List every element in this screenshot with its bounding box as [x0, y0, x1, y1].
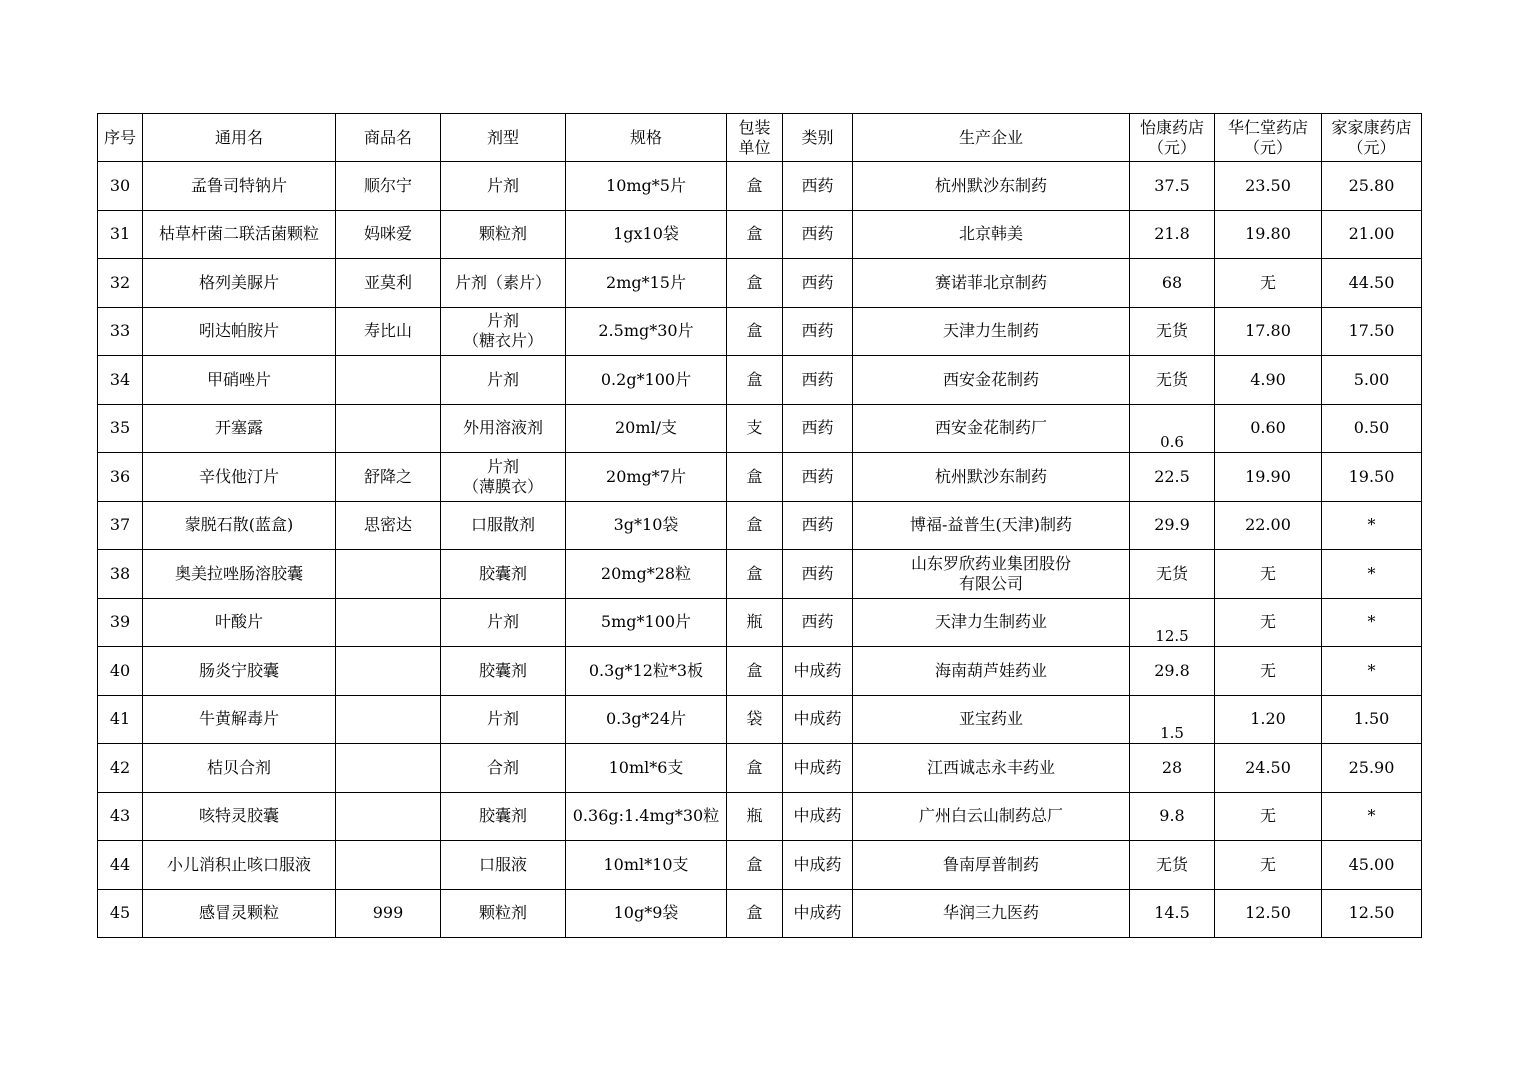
cell-pack-unit: 瓶: [727, 792, 783, 841]
cell-dosage-form: 胶囊剂: [441, 647, 566, 696]
cell-price-store3: 44.50: [1322, 259, 1422, 308]
header-pack-unit-line1: 包装: [738, 117, 771, 137]
cell-manufacturer: [853, 550, 1130, 599]
table-row: [98, 453, 1422, 502]
table-row: [98, 259, 1422, 308]
cell-price-store2: 19.80: [1215, 210, 1322, 259]
cell-price-store3: 0.50: [1322, 404, 1422, 453]
cell-price-store2: 无: [1215, 792, 1322, 841]
header-store1: [1130, 114, 1215, 162]
cell-dosage-form-line1: 片剂: [486, 311, 519, 331]
cell-category: 西药: [783, 598, 853, 647]
cell-generic-name: 甲硝唑片: [143, 356, 336, 405]
cell-spec: 10ml*6支: [566, 744, 727, 793]
cell-dosage-form: [441, 307, 566, 356]
cell-pack-unit: 盒: [727, 356, 783, 405]
cell-price-store2: 无: [1215, 550, 1322, 599]
cell-spec: 5mg*100片: [566, 598, 727, 647]
cell-price-store1: 无货: [1130, 356, 1215, 405]
cell-dosage-form: 胶囊剂: [441, 792, 566, 841]
cell-price-store2: 23.50: [1215, 162, 1322, 211]
header-store2-unit: （元）: [1243, 137, 1292, 157]
cell-price-store2: 无: [1215, 259, 1322, 308]
cell-price-store2: 24.50: [1215, 744, 1322, 793]
cell-price-store3: *: [1322, 598, 1422, 647]
table-row: [98, 647, 1422, 696]
cell-price-store2: 22.00: [1215, 501, 1322, 550]
cell-price-store1: 无货: [1130, 307, 1215, 356]
cell-price-store1: 无货: [1130, 841, 1215, 890]
cell-price-store1: 21.8: [1130, 210, 1215, 259]
header-pack-unit: [727, 114, 783, 162]
cell-generic-name: 小儿消积止咳口服液: [143, 841, 336, 890]
drug-price-table: [97, 113, 1422, 938]
table-row: [98, 307, 1422, 356]
cell-seq: 43: [98, 792, 143, 841]
cell-pack-unit: 支: [727, 404, 783, 453]
cell-category: 西药: [783, 404, 853, 453]
cell-manufacturer: 赛诺菲北京制药: [853, 259, 1130, 308]
table-row: [98, 501, 1422, 550]
cell-price-store3: *: [1322, 550, 1422, 599]
cell-brand-name: [336, 598, 441, 647]
cell-manufacturer: 天津力生制药业: [853, 598, 1130, 647]
cell-dosage-form: 胶囊剂: [441, 550, 566, 599]
cell-dosage-form-line2: （糖衣片）: [462, 331, 543, 351]
cell-brand-name: 思密达: [336, 501, 441, 550]
cell-price-store3: 17.50: [1322, 307, 1422, 356]
cell-brand-name: [336, 647, 441, 696]
cell-spec: 20ml/支: [566, 404, 727, 453]
header-generic-name: 通用名: [143, 114, 336, 162]
cell-seq: 38: [98, 550, 143, 599]
cell-price-store1: 12.5: [1130, 598, 1215, 647]
cell-brand-name: [336, 841, 441, 890]
header-pack-unit-line2: 单位: [738, 137, 771, 157]
cell-spec: 20mg*7片: [566, 453, 727, 502]
cell-category: 中成药: [783, 841, 853, 890]
cell-brand-name: [336, 404, 441, 453]
cell-generic-name: 开塞露: [143, 404, 336, 453]
cell-seq: 39: [98, 598, 143, 647]
cell-dosage-form-line1: 片剂: [486, 456, 519, 476]
cell-manufacturer: 江西诚志永丰药业: [853, 744, 1130, 793]
cell-pack-unit: 盒: [727, 307, 783, 356]
cell-seq: 45: [98, 889, 143, 938]
cell-dosage-form: 片剂: [441, 356, 566, 405]
cell-seq: 40: [98, 647, 143, 696]
cell-seq: 33: [98, 307, 143, 356]
cell-category: 西药: [783, 210, 853, 259]
cell-manufacturer: 亚宝药业: [853, 695, 1130, 744]
cell-price-store3: 12.50: [1322, 889, 1422, 938]
cell-price-store2: 17.80: [1215, 307, 1322, 356]
cell-brand-name: 寿比山: [336, 307, 441, 356]
cell-generic-name: 辛伐他汀片: [143, 453, 336, 502]
cell-seq: 32: [98, 259, 143, 308]
cell-price-store3: 25.80: [1322, 162, 1422, 211]
cell-category: 西药: [783, 259, 853, 308]
table-body: [98, 162, 1422, 938]
cell-dosage-form: 口服液: [441, 841, 566, 890]
cell-seq: 30: [98, 162, 143, 211]
cell-price-store3: *: [1322, 647, 1422, 696]
table-row: [98, 695, 1422, 744]
cell-generic-name: 奥美拉唑肠溶胶囊: [143, 550, 336, 599]
cell-spec: 0.36g:1.4mg*30粒: [566, 792, 727, 841]
cell-category: 西药: [783, 550, 853, 599]
cell-price-store3: *: [1322, 501, 1422, 550]
cell-price-store2: 无: [1215, 841, 1322, 890]
header-brand-name: 商品名: [336, 114, 441, 162]
cell-generic-name: 吲达帕胺片: [143, 307, 336, 356]
cell-brand-name: [336, 356, 441, 405]
cell-price-store2: 19.90: [1215, 453, 1322, 502]
cell-pack-unit: 盒: [727, 501, 783, 550]
cell-price-store3: 25.90: [1322, 744, 1422, 793]
cell-pack-unit: 盒: [727, 453, 783, 502]
cell-price-store3: 45.00: [1322, 841, 1422, 890]
cell-price-store1: 68: [1130, 259, 1215, 308]
cell-seq: 41: [98, 695, 143, 744]
cell-price-store3: *: [1322, 792, 1422, 841]
cell-brand-name: 妈咪爱: [336, 210, 441, 259]
cell-generic-name: 桔贝合剂: [143, 744, 336, 793]
cell-price-store1: 14.5: [1130, 889, 1215, 938]
cell-manufacturer: 海南葫芦娃药业: [853, 647, 1130, 696]
cell-dosage-form: 片剂: [441, 162, 566, 211]
cell-brand-name: [336, 550, 441, 599]
cell-spec: 1gx10袋: [566, 210, 727, 259]
cell-seq: 31: [98, 210, 143, 259]
header-store1-unit: （元）: [1147, 137, 1196, 157]
table-row: [98, 162, 1422, 211]
cell-price-store1: 无货: [1130, 550, 1215, 599]
cell-spec: 3g*10袋: [566, 501, 727, 550]
header-dosage-form: 剂型: [441, 114, 566, 162]
cell-generic-name: 格列美脲片: [143, 259, 336, 308]
cell-pack-unit: 袋: [727, 695, 783, 744]
cell-dosage-form: 片剂（素片）: [441, 259, 566, 308]
cell-dosage-form: [441, 453, 566, 502]
cell-price-store1: 0.6: [1130, 404, 1215, 453]
table-row: [98, 598, 1422, 647]
cell-manufacturer: 博福-益普生(天津)制药: [853, 501, 1130, 550]
cell-category: 西药: [783, 356, 853, 405]
cell-generic-name: 枯草杆菌二联活菌颗粒: [143, 210, 336, 259]
cell-pack-unit: 盒: [727, 210, 783, 259]
header-seq: 序号: [98, 114, 143, 162]
header-store3-unit: （元）: [1347, 137, 1396, 157]
cell-manufacturer: 北京韩美: [853, 210, 1130, 259]
cell-manufacturer: 杭州默沙东制药: [853, 453, 1130, 502]
cell-dosage-form: 片剂: [441, 695, 566, 744]
cell-seq: 34: [98, 356, 143, 405]
header-category: 类别: [783, 114, 853, 162]
cell-category: 中成药: [783, 889, 853, 938]
cell-generic-name: 感冒灵颗粒: [143, 889, 336, 938]
cell-spec: 0.3g*12粒*3板: [566, 647, 727, 696]
table-row: [98, 356, 1422, 405]
cell-pack-unit: 盒: [727, 744, 783, 793]
cell-dosage-form: 片剂: [441, 598, 566, 647]
cell-category: 中成药: [783, 647, 853, 696]
cell-dosage-form-line2: （薄膜衣）: [462, 476, 543, 496]
cell-pack-unit: 盒: [727, 647, 783, 696]
table-row: [98, 792, 1422, 841]
cell-price-store2: 1.20: [1215, 695, 1322, 744]
cell-pack-unit: 盒: [727, 550, 783, 599]
cell-pack-unit: 盒: [727, 889, 783, 938]
cell-price-store3: 21.00: [1322, 210, 1422, 259]
header-store3-name: 家家康药店: [1331, 117, 1412, 137]
cell-dosage-form: 合剂: [441, 744, 566, 793]
cell-price-store1: 29.9: [1130, 501, 1215, 550]
cell-dosage-form: 颗粒剂: [441, 889, 566, 938]
cell-generic-name: 孟鲁司特钠片: [143, 162, 336, 211]
cell-price-store2: 无: [1215, 647, 1322, 696]
cell-spec: 10ml*10支: [566, 841, 727, 890]
cell-price-store1: 1.5: [1130, 695, 1215, 744]
cell-manufacturer: 鲁南厚普制药: [853, 841, 1130, 890]
cell-price-store2: 4.90: [1215, 356, 1322, 405]
cell-category: 西药: [783, 453, 853, 502]
cell-pack-unit: 盒: [727, 841, 783, 890]
cell-pack-unit: 盒: [727, 162, 783, 211]
cell-brand-name: [336, 695, 441, 744]
table-row: [98, 841, 1422, 890]
cell-seq: 37: [98, 501, 143, 550]
table-row: [98, 550, 1422, 599]
cell-spec: 0.3g*24片: [566, 695, 727, 744]
cell-price-store1: 22.5: [1130, 453, 1215, 502]
cell-brand-name: 顺尔宁: [336, 162, 441, 211]
cell-generic-name: 肠炎宁胶囊: [143, 647, 336, 696]
cell-manufacturer-line1: 山东罗欣药业集团股份: [910, 553, 1071, 573]
cell-spec: 2.5mg*30片: [566, 307, 727, 356]
cell-manufacturer: 广州白云山制药总厂: [853, 792, 1130, 841]
cell-category: 西药: [783, 307, 853, 356]
cell-brand-name: 舒降之: [336, 453, 441, 502]
cell-manufacturer-line2: 有限公司: [958, 573, 1023, 593]
header-store2-name: 华仁堂药店: [1227, 117, 1308, 137]
cell-dosage-form: 口服散剂: [441, 501, 566, 550]
cell-seq: 35: [98, 404, 143, 453]
cell-spec: 2mg*15片: [566, 259, 727, 308]
cell-brand-name: [336, 792, 441, 841]
header-store1-name: 怡康药店: [1139, 117, 1204, 137]
cell-generic-name: 蒙脱石散(蓝盒): [143, 501, 336, 550]
cell-price-store1: 9.8: [1130, 792, 1215, 841]
cell-spec: 20mg*28粒: [566, 550, 727, 599]
cell-generic-name: 咳特灵胶囊: [143, 792, 336, 841]
cell-category: 中成药: [783, 792, 853, 841]
table-row: [98, 889, 1422, 938]
cell-spec: 0.2g*100片: [566, 356, 727, 405]
cell-price-store1: 28: [1130, 744, 1215, 793]
cell-category: 中成药: [783, 744, 853, 793]
cell-brand-name: [336, 744, 441, 793]
cell-manufacturer: 西安金花制药厂: [853, 404, 1130, 453]
header-manufacturer: 生产企业: [853, 114, 1130, 162]
cell-generic-name: 牛黄解毒片: [143, 695, 336, 744]
cell-dosage-form: 外用溶液剂: [441, 404, 566, 453]
table-row: [98, 744, 1422, 793]
cell-price-store1: 29.8: [1130, 647, 1215, 696]
cell-manufacturer: 杭州默沙东制药: [853, 162, 1130, 211]
cell-price-store3: 1.50: [1322, 695, 1422, 744]
cell-spec: 10g*9袋: [566, 889, 727, 938]
cell-price-store2: 12.50: [1215, 889, 1322, 938]
table-row: [98, 210, 1422, 259]
cell-manufacturer: 天津力生制药: [853, 307, 1130, 356]
cell-price-store3: 5.00: [1322, 356, 1422, 405]
header-row: [98, 114, 1422, 162]
header-spec: 规格: [566, 114, 727, 162]
cell-pack-unit: 盒: [727, 259, 783, 308]
header-store2: [1215, 114, 1322, 162]
cell-pack-unit: 瓶: [727, 598, 783, 647]
cell-category: 西药: [783, 501, 853, 550]
cell-price-store1: 37.5: [1130, 162, 1215, 211]
cell-dosage-form: 颗粒剂: [441, 210, 566, 259]
cell-category: 西药: [783, 162, 853, 211]
cell-brand-name: 亚莫利: [336, 259, 441, 308]
cell-manufacturer: 华润三九医药: [853, 889, 1130, 938]
cell-generic-name: 叶酸片: [143, 598, 336, 647]
cell-spec: 10mg*5片: [566, 162, 727, 211]
header-store3: [1322, 114, 1422, 162]
cell-seq: 42: [98, 744, 143, 793]
cell-manufacturer: 西安金花制药: [853, 356, 1130, 405]
cell-price-store3: 19.50: [1322, 453, 1422, 502]
cell-category: 中成药: [783, 695, 853, 744]
table-row: [98, 404, 1422, 453]
cell-brand-name: 999: [336, 889, 441, 938]
cell-price-store2: 0.60: [1215, 404, 1322, 453]
cell-price-store2: 无: [1215, 598, 1322, 647]
cell-seq: 44: [98, 841, 143, 890]
cell-seq: 36: [98, 453, 143, 502]
